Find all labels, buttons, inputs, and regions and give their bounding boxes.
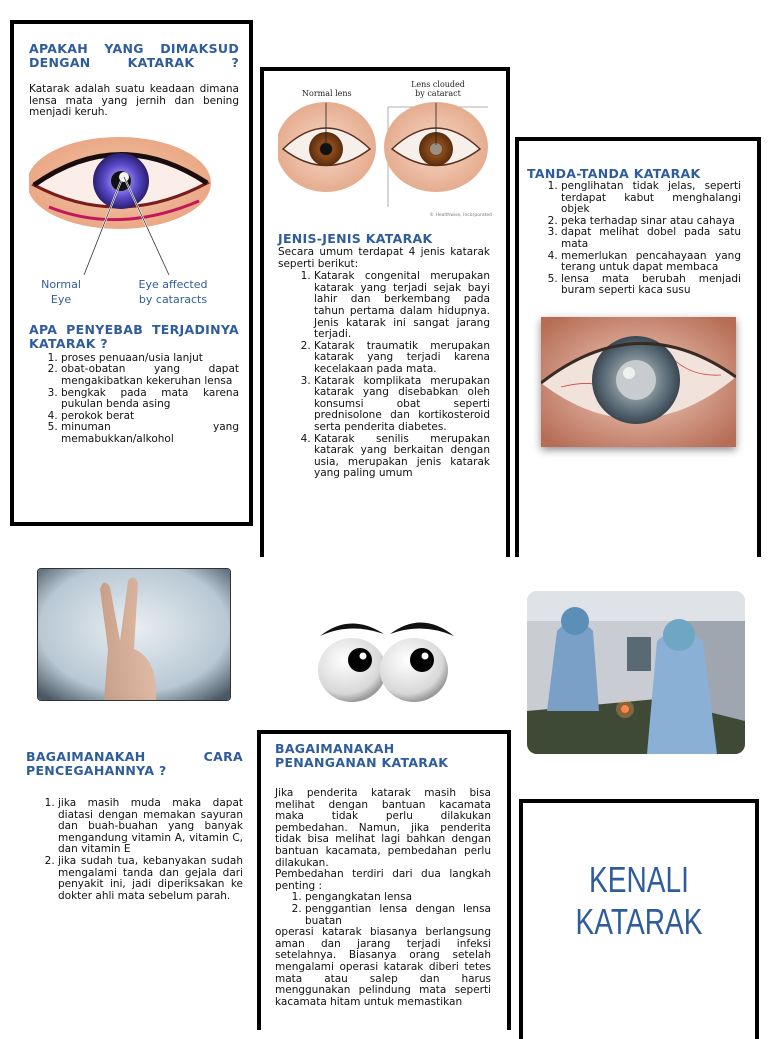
- list-item: 3. Katarak komplikata merupakan katarak yang disebabkan oleh konsumsi obat seperti prednisolone dan kortikosteroid serta penderita diabetes.: [314, 376, 490, 434]
- panel-treatment: [257, 730, 511, 1030]
- definition-text: Katarak adalah suatu keadaan dimana lensa mata yang jernih dan bening menjadi keruh.: [29, 83, 239, 119]
- list-item: 2. Katarak traumatik merupakan katarak yang terjadi karena kecelakaan pada mata.: [314, 341, 490, 376]
- panel-prevention: [26, 750, 243, 902]
- list-item: 1. jika masih muda maka dapat diatasi dengan memakan sayuran dan buah-buahan yang banyak mengandung vitamin A, vitamin C, dan vitamin E: [58, 798, 243, 856]
- list-item: 1. pengangkatan lensa: [305, 892, 491, 904]
- list-item: 3. bengkak pada mata karena pukulan benda asing: [61, 388, 239, 411]
- surgery-photo: [527, 591, 745, 754]
- panel-definition: [10, 20, 253, 526]
- list-item: 1. Katarak congenital merupakan katarak yang terjadi sejak bayi lahir dan berkembang pada tahun pertama dalam hidupnya. Jenis katarak ini sangat jarang terjadi.: [314, 271, 490, 341]
- signs-list: [527, 181, 741, 297]
- list-item: 2. obat-obatan yang dapat mengakibatkan kekeruhan lensa: [61, 364, 239, 387]
- list-item: 4. memerlukan pencahayaan yang terang untuk dapat membaca: [561, 251, 741, 274]
- label-normal-eye: Normal Eye: [41, 277, 81, 306]
- treatment-para-2: Pembedahan terdiri dari dua langkah penting :: [275, 868, 491, 892]
- list-item: 1. penglihatan tidak jelas, seperti terdapat kabut menghalangi objek: [561, 181, 741, 216]
- list-item: 4. perokok berat: [61, 411, 239, 423]
- label-normal-lens: Normal lens: [302, 89, 352, 98]
- types-title: JENIS-JENIS KATARAK: [278, 231, 433, 246]
- types-intro: Secara umum terdapat 4 jenis katarak seperti berikut:: [278, 246, 490, 270]
- types-list: [278, 271, 490, 480]
- signs-title: TANDA-TANDA KATARAK: [527, 166, 701, 181]
- definition-title: APAKAH YANG DIMAKSUD DENGAN KATARAK ?: [29, 41, 239, 70]
- list-item: 5. lensa mata berubah menjadi buram seperti kaca susu: [561, 274, 741, 297]
- list-item: 1. proses penuaan/usia lanjut: [61, 353, 239, 365]
- list-item: 3. dapat melihat dobel pada satu mata: [561, 227, 741, 250]
- cataract-eye-photo: [541, 317, 736, 447]
- treatment-title: BAGAIMANAKAH PENANGANAN KATARAK: [275, 741, 449, 770]
- two-fingers-photo: [38, 569, 230, 700]
- lens-comparison-diagram: [278, 77, 496, 227]
- panel-types: [260, 67, 510, 557]
- cartoon-eyes-icon: [314, 612, 459, 704]
- prevention-title: BAGAIMANAKAH CARA PENCEGAHANNYA ?: [26, 749, 243, 778]
- panel-cover: [519, 799, 759, 1039]
- list-item: 5. minuman yang memabukkan/alkohol: [61, 422, 239, 445]
- lens-illustration: [278, 77, 496, 227]
- list-item: 2. jika sudah tua, kebanyakan sudah mengalami tanda dan gejala dari penyakit ini, jadi diperiksakan ke dokter ahli mata sebelum parah.: [58, 856, 243, 902]
- eye-cataract-diagram: [29, 135, 247, 315]
- causes-title: APA PENYEBAB TERJADINYA KATARAK ?: [29, 321, 239, 351]
- prevention-list: [26, 798, 243, 902]
- treatment-para-1: Jika penderita katarak masih bisa melihat dengan bantuan kacamata maka tidak perlu dilakukan pembedahan. Namun, jika penderita tidak bisa melihat lagi bahkan dengan bantuan kacamata, pembedahan perlu dilakukan.: [275, 787, 491, 869]
- panel-signs: [515, 137, 761, 557]
- causes-list: [29, 353, 239, 446]
- treatment-steps: [275, 892, 491, 927]
- cover-title: KENALI KATARAK: [575, 859, 703, 942]
- image-credit: © Healthwise, Incorporated: [429, 213, 492, 218]
- list-item: 2. peka terhadap sinar atau cahaya: [561, 216, 741, 228]
- list-item: 4. Katarak senilis merupakan katarak yang berkaitan dengan usia, merupakan jenis katarak yang paling umum: [314, 434, 490, 480]
- label-eye-affected: Eye affected by cataracts: [138, 277, 208, 306]
- treatment-para-3: operasi katarak biasanya berlangsung aman dan jarang terjadi infeksi setelahnya. Biasanya orang setelah mengalami operasi katarak diberi tetes mata atau salep dan harus menggunakan pelindung mata seperti kacamata hitam untuk memastikan: [275, 926, 491, 1008]
- label-lens-clouded: Lens clouded by cataract: [411, 80, 465, 98]
- list-item: 2. penggantian lensa dengan lensa buatan: [305, 904, 491, 927]
